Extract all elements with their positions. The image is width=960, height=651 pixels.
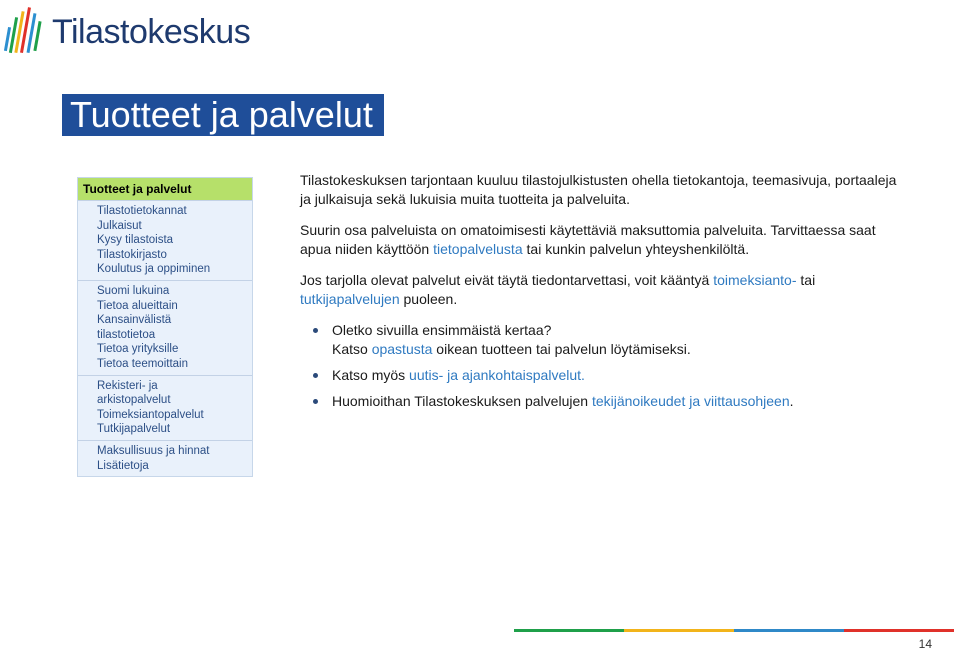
footer-line-blue	[734, 629, 844, 632]
footer-line-yellow	[624, 629, 734, 632]
sidebar-item-rekisteri[interactable]: Rekisteri- ja	[97, 379, 158, 392]
tilastokeskus-logo-icon	[4, 5, 48, 59]
tutkijapalvelujen-link[interactable]: tutkijapalvelujen	[300, 291, 400, 307]
sidebar-item-suomi-lukuina[interactable]: Suomi lukuina	[97, 284, 170, 297]
sidebar-item-tilastokirjasto[interactable]: Tilastokirjasto	[97, 248, 167, 261]
sidebar-item-tietoa-alueittain[interactable]: Tietoa alueittain	[97, 299, 178, 312]
sidebar-item-kysy-tilastoista[interactable]: Kysy tilastoista	[97, 234, 174, 247]
sidebar-item-kansainvalista[interactable]: Kansainvälistä	[97, 314, 172, 327]
bullet-list	[300, 321, 900, 411]
uutispalvelut-link[interactable]: uutis- ja ajankohtaispalvelut.	[409, 367, 585, 383]
intro-paragraph: Tilastokeskuksen tarjontaan kuuluu tilastojulkistusten ohella tietokantoja, teemasivuja, portaaleja ja julkaisuja sekä lukuisia muita tuotteita ja palveluita.	[300, 172, 897, 207]
sidebar-item-julkaisut[interactable]: Julkaisut	[97, 219, 142, 232]
sidebar-nav	[77, 177, 253, 477]
logo-text: Tilastokeskus	[52, 13, 251, 51]
sidebar-item-lisatietoja[interactable]: Lisätietoja	[97, 459, 149, 472]
sidebar-item-arkistopalvelut[interactable]: arkistopalvelut	[97, 394, 171, 407]
sidebar-item-tutkijapalvelut[interactable]: Tutkijapalvelut	[97, 423, 171, 436]
footer-line-green	[514, 629, 624, 632]
page-number: 14	[918, 637, 932, 651]
sidebar-item-maksullisuus[interactable]: Maksullisuus ja hinnat	[97, 444, 210, 457]
sidebar-group-3	[78, 375, 252, 440]
sidebar-group-1	[78, 200, 252, 280]
bullet-icon	[313, 399, 318, 404]
sidebar-group-4	[78, 440, 252, 476]
tietopalvelusta-link[interactable]: tietopalvelusta	[433, 241, 523, 257]
sidebar-item-koulutus[interactable]: Koulutus ja oppiminen	[97, 263, 211, 276]
list-item: Oletko sivuilla ensimmäistä kertaa? Katso opastusta oikean tuotteen tai palvelun löytämiseksi.	[300, 321, 900, 359]
sidebar-item-tietoa-teemoittain[interactable]: Tietoa teemoittain	[97, 357, 188, 370]
commission-paragraph: Jos tarjolla olevat palvelut eivät täytä tiedontarvettasi, voit kääntyä toimeksianto- tai tutkijapalvelujen puoleen.	[300, 272, 816, 307]
bullet-icon	[313, 373, 318, 378]
page-title: Tuotteet ja palvelut	[62, 94, 384, 136]
list-item: Huomioithan Tilastokeskuksen palvelujen tekijänoikeudet ja viittausohjeen.	[300, 392, 900, 411]
main-content	[300, 171, 900, 418]
footer-line-red	[844, 629, 954, 632]
sidebar-group-2	[78, 280, 252, 375]
sidebar-item-tilastotietokannat[interactable]: Tilastotietokannat	[97, 205, 187, 217]
footer-color-line	[514, 629, 954, 632]
help-paragraph: Suurin osa palveluista on omatoimisesti käytettäviä maksuttomia palveluita. Tarvittaessa saat apua niiden käyttöön tietopalvelusta tai kunkin palvelun yhteyshenkilöltä.	[300, 222, 876, 257]
opastusta-link[interactable]: opastusta	[371, 341, 433, 357]
tilastokeskus-logo[interactable]	[4, 4, 250, 60]
toimeksianto-link[interactable]: toimeksianto-	[713, 272, 797, 288]
list-item: Katso myös uutis- ja ajankohtaispalvelut.	[300, 366, 900, 385]
sidebar-item-tietoa-yrityksille[interactable]: Tietoa yrityksille	[97, 343, 179, 356]
bullet-icon	[313, 328, 318, 333]
sidebar-item-toimeksiantopalvelut[interactable]: Toimeksiantopalvelut	[97, 408, 204, 421]
sidebar-header[interactable]: Tuotteet ja palvelut	[78, 178, 252, 200]
tekijanoikeudet-link[interactable]: tekijänoikeudet ja viittausohjeen	[591, 393, 790, 409]
sidebar-item-tilastotietoa[interactable]: tilastotietoa	[97, 328, 156, 341]
